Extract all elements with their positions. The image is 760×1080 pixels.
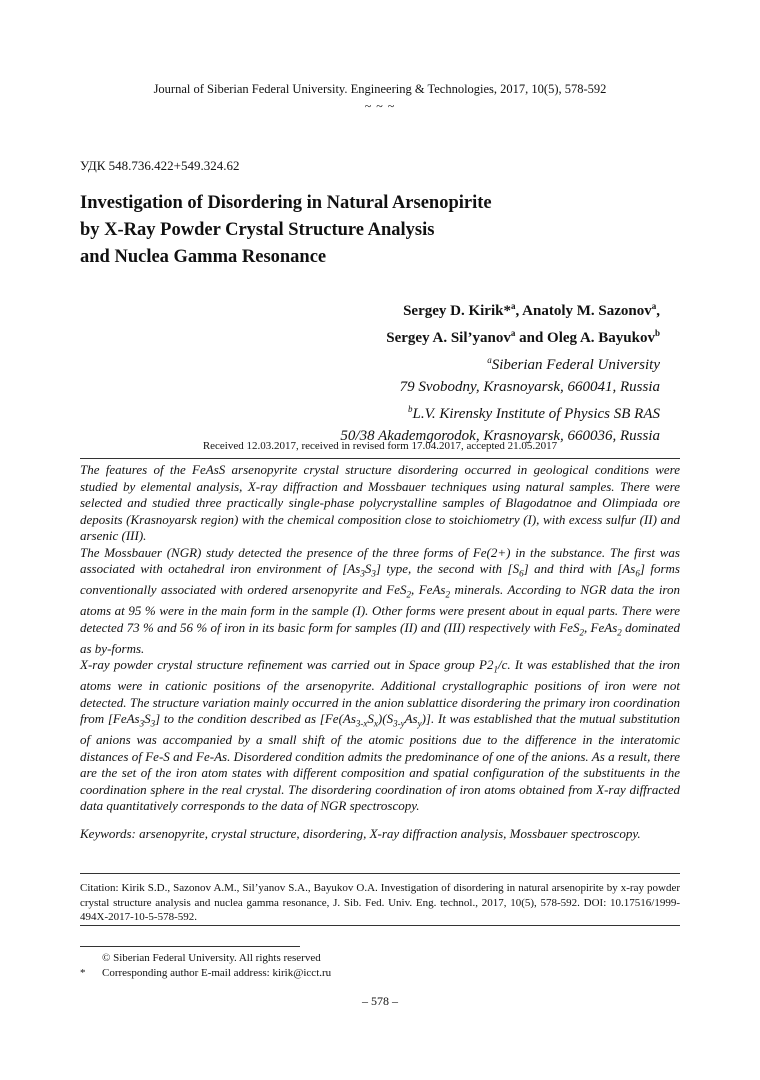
journal-header: Journal of Siberian Federal University. Engineering & Technologies, 2017, 10(5), 578-592	[153, 82, 607, 96]
abstract	[80, 462, 680, 815]
title-line-1: Investigation of Disordering in Natural Arsenopirite	[80, 193, 492, 213]
abstract-paragraph-2: The Mossbauer (NGR) study detected the presence of the three forms of Fe(2+) in the substance. The first was associated with octahedral iron environment of $[As_3S_3]$ type, the second with $[S_6]$ and third with $[As_6]$ forms conventionally associated with ordered arsenopyrite and FeS$_2$, FeAs$_2$ minerals. According to NGR data the iron atoms at 95 % were in the main form in the sample (I). Other forms were present about in equal parts. There were detected 73 % and 56 % of iron in its basic form for samples (II) and (III) respectively with FeS$_2$, FeAs$_2$ dominated as by-forms.	[80, 544, 681, 656]
affiliation-b-address: 50/38 Akademgorodok, Krasnoyarsk, 660036, Russia	[340, 428, 660, 444]
affiliation-a-address: 79 Svobodny, Krasnoyarsk, 660041, Russia	[399, 379, 660, 395]
footnote-rule	[80, 946, 300, 947]
udk-code: УДК 548.736.422+549.324.62	[80, 158, 240, 173]
authors-line-2: Sergey A. Sil’yanov$^a$ and Oleg A. Bayukov$^b$	[386, 328, 660, 346]
page-number: – 578 –	[362, 994, 398, 1008]
corresponding-author-footnote: * Corresponding author E-mail address: kirik@icct.ru	[80, 967, 332, 979]
title-line-2: by X-Ray Powder Crystal Structure Analysis	[80, 220, 435, 240]
citation-top-rule	[80, 873, 680, 874]
authors-line-1: Sergey D. Kirik*$^a$, Anatoly M. Sazonov$^a$,	[403, 301, 660, 319]
header-separator: ~ ~ ~	[364, 99, 396, 113]
copyright-footnote: © Siberian Federal University. All rights reserved	[102, 952, 321, 964]
paper-title	[80, 190, 640, 271]
affiliation-a-name: $^a$Siberian Federal University	[487, 355, 660, 373]
abstract-top-rule	[80, 458, 680, 459]
citation: Citation: Kirik S.D., Sazonov A.M., Sil’yanov S.A., Bayukov O.A. Investigation of disordering in natural arsenopirite by x-ray powder crystal structure analysis and nuclea gamma resonance, J. Sib. Fed. Univ. Eng. technol., 2017, 10(5), 578-592. DOI: 10.17516/1999-494X-2017-10-5-578-592.	[80, 882, 680, 923]
authors-block	[340, 295, 660, 447]
abstract-paragraph-3: X-ray powder crystal structure refinement was carried out in Space group $P2_1/c$. It was established that the iron atoms were in cationic positions of the arsenopyrite. Additional crystallographic positions of iron were not detected. The structure variation mainly occurred in the anion sublattice disordering the primary iron coordination from $[FeAs_3S_3]$ to the condition described as $[Fe(As_{3-x}S_x)(S_{3-y}As_y)]$. It was established that the mutual substitution of anions was accompanied by a small shift of the atomic positions due to the difference in the interatomic distances of Fe-S and Fe-As. Disordered condition admits the predominance of one of the anions. As a result, there are the set of the iron atom states with different composition and spatial configuration of the substituents in the coordination sphere in the real crystal. The disordering coordination of iron atoms obtained from X-ray diffracted data quantitatively corresponds to the data of NGR spectroscopy.	[80, 657, 680, 814]
keywords: Keywords: arsenopyrite, crystal structure, disordering, X-ray diffraction analysis, Mossbauer spectroscopy.	[80, 826, 641, 841]
citation-bottom-rule	[80, 925, 680, 926]
title-line-3: and Nuclea Gamma Resonance	[80, 247, 327, 267]
received-dates: Received 12.03.2017, received in revised form 17.04.2017, accepted 21.05.2017	[202, 440, 558, 452]
affiliation-b-name: $^b$L.V. Kirensky Institute of Physics SB RAS	[408, 404, 660, 422]
abstract-paragraph-1: The features of the FeAsS arsenopyrite crystal structure disordering occurred in geological conditions were studied by elemental analysis, X-ray diffraction and Mossbauer techniques using natural samples. There were selected and studied three practically single-phase polycrystalline samples of Blagodatnoe and Olimpiada ore deposits (Krasnoyarsk region) with the chemical composition close to stoichiometry (I), with excess sulfur (II) and arsenic (III).	[80, 462, 680, 543]
